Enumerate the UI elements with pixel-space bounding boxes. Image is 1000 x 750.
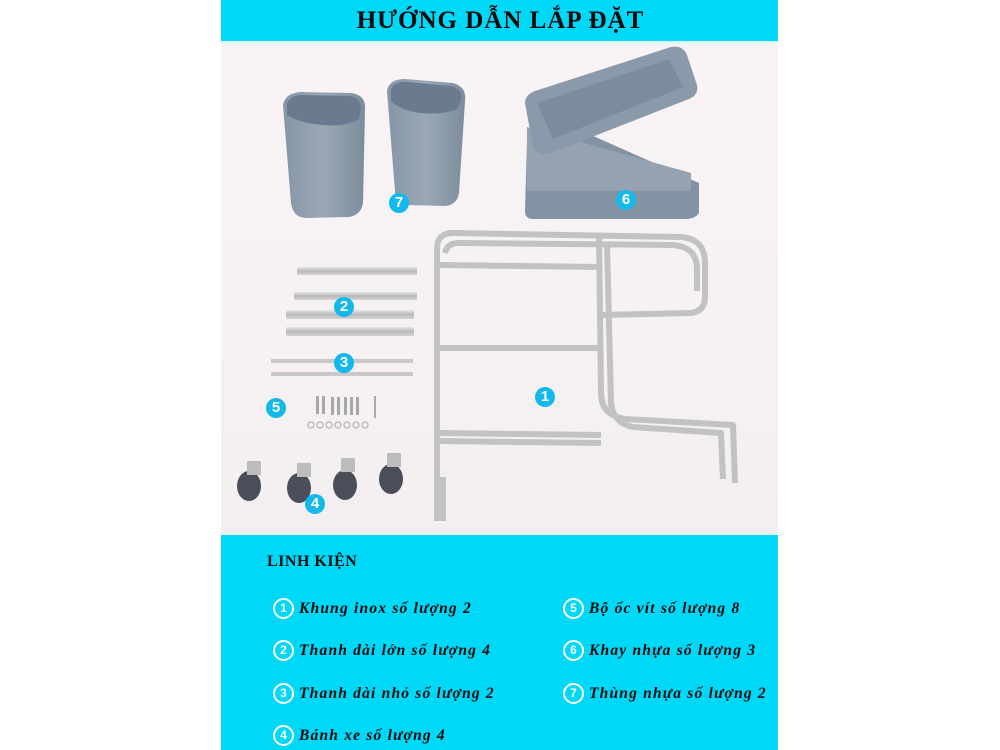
part-item-2 — [273, 640, 491, 661]
part-label: Khung inox số lượng 2 — [299, 599, 472, 617]
part-label: Khay nhựa số lượng 3 — [589, 641, 757, 659]
part-item-1 — [273, 598, 472, 619]
marker-6: 6 — [616, 190, 636, 210]
part-label: Thanh dài lớn số lượng 4 — [299, 641, 492, 659]
parts-list-section — [221, 535, 778, 750]
stainless-frame — [437, 233, 735, 521]
parts-list-title: LINH KIỆN — [267, 553, 358, 570]
part-item-3 — [273, 683, 495, 704]
number-circle-3-icon: 3 — [273, 683, 294, 704]
page-title: HƯỚNG DẪN LẮP ĐẶT — [356, 6, 645, 34]
screw-set — [308, 396, 376, 428]
part-item-4 — [273, 725, 446, 746]
part-label: Bánh xe số lượng 4 — [299, 726, 446, 744]
part-label: Thùng nhựa số lượng 2 — [589, 684, 767, 702]
part-label: Bộ ốc vít số lượng 8 — [589, 599, 741, 617]
plastic-trays — [525, 47, 699, 219]
instruction-panel — [221, 0, 778, 750]
number-circle-4-icon: 4 — [273, 725, 294, 746]
parts-illustration — [221, 43, 778, 535]
marker-3: 3 — [334, 353, 354, 373]
marker-2: 2 — [334, 297, 354, 317]
number-circle-7-icon: 7 — [563, 683, 584, 704]
part-label: Thanh dài nhỏ số lượng 2 — [299, 684, 495, 702]
plastic-bin-left — [283, 92, 365, 218]
number-circle-6-icon: 6 — [563, 640, 584, 661]
part-item-6 — [563, 640, 756, 661]
marker-4: 4 — [305, 494, 325, 514]
number-circle-1-icon: 1 — [273, 598, 294, 619]
number-circle-5-icon: 5 — [563, 598, 584, 619]
parts-photo — [221, 43, 778, 535]
number-circle-2-icon: 2 — [273, 640, 294, 661]
title-banner — [221, 0, 778, 43]
plastic-bin-right — [387, 79, 465, 206]
marker-1: 1 — [535, 387, 555, 407]
part-item-7 — [563, 683, 767, 704]
part-item-5 — [563, 598, 740, 619]
marker-5: 5 — [266, 398, 286, 418]
marker-7: 7 — [389, 193, 409, 213]
